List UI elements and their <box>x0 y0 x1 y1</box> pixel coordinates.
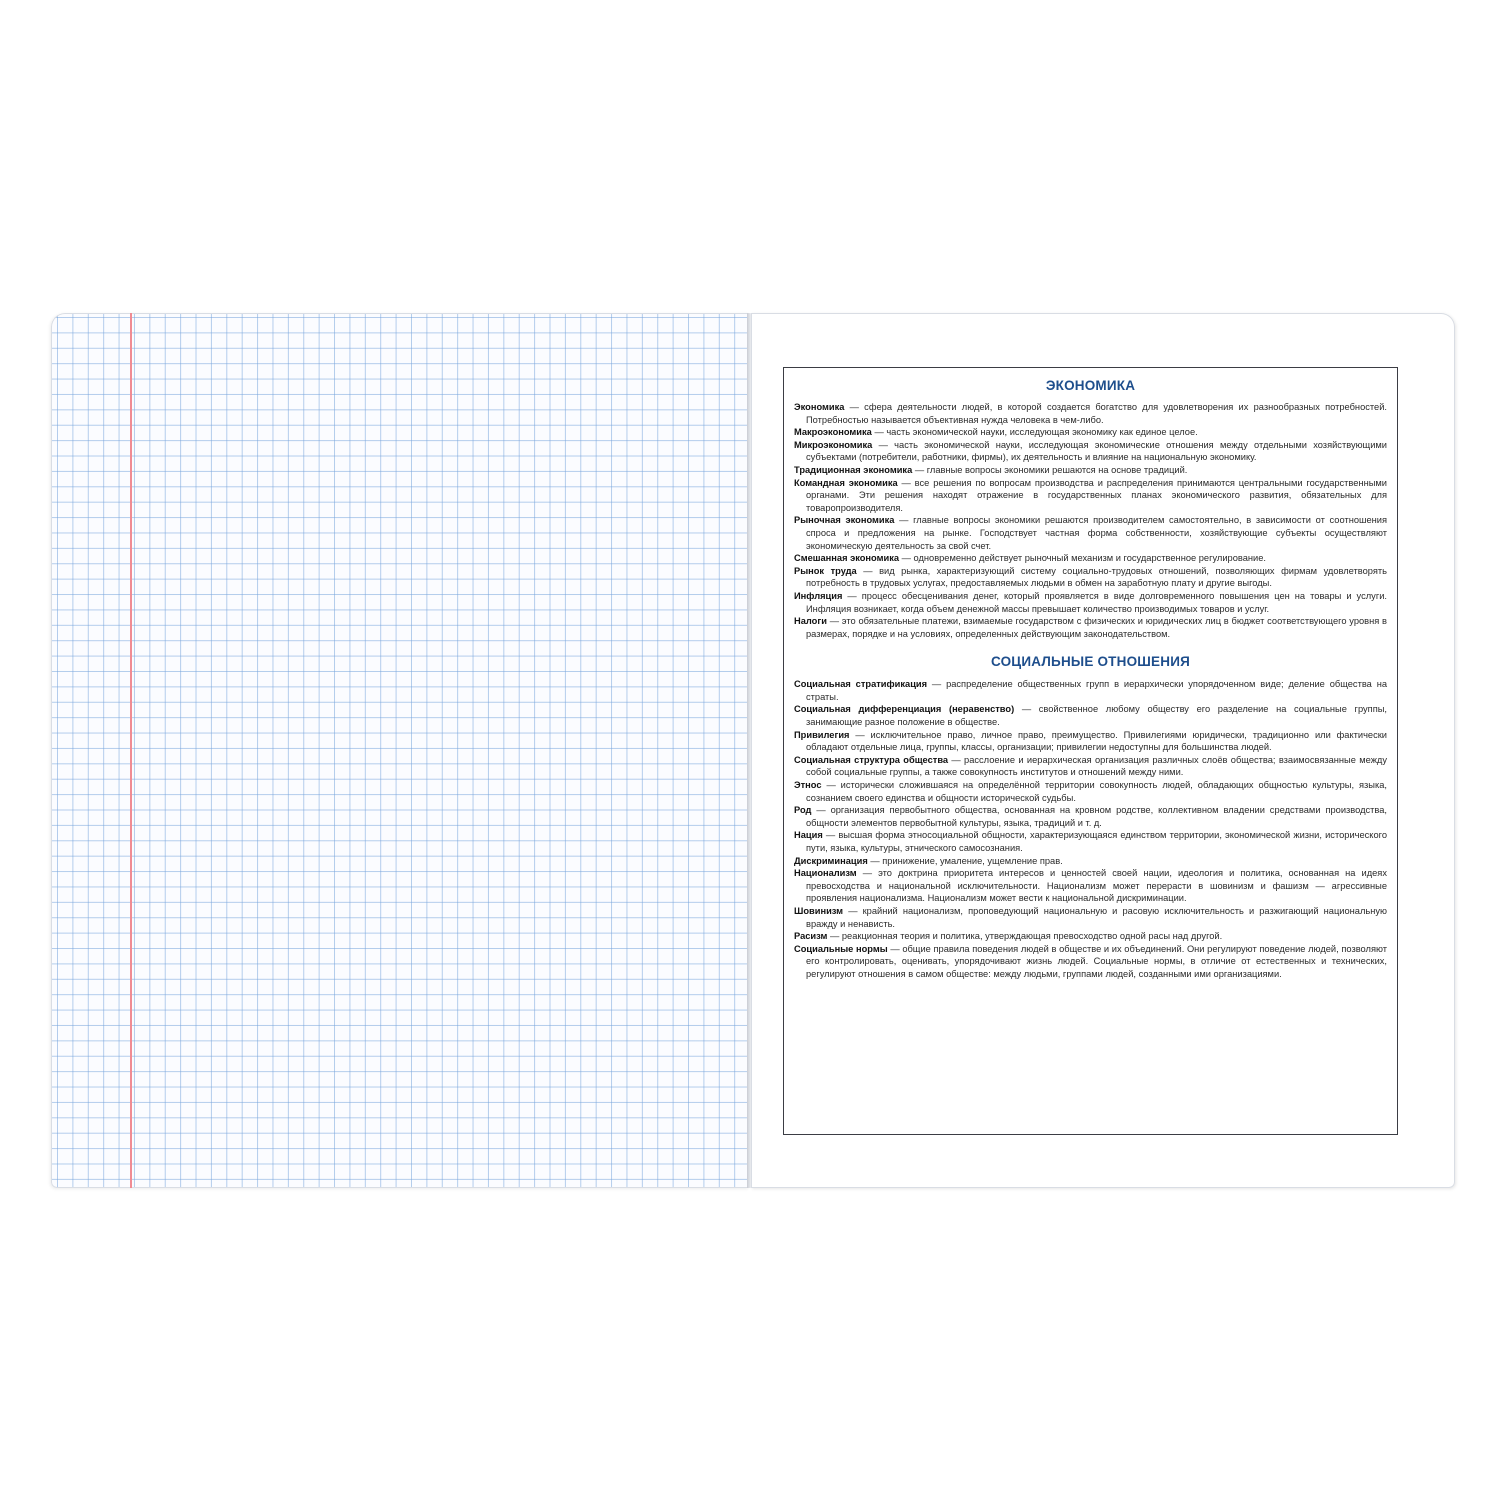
definition-entry <box>794 477 1387 515</box>
definition-text: — реакционная теория и политика, утверждающая превосходство одной расы над другой. <box>827 931 1223 942</box>
definition-text: — принижение, умаление, ущемление прав. <box>867 855 1063 866</box>
definition-term: Шовинизм <box>794 905 844 916</box>
definition-text: — часть экономической науки, исследующая экономику как единое целое. <box>871 427 1198 438</box>
definition-entry <box>794 905 1387 930</box>
definition-term: Макроэкономика <box>794 427 872 438</box>
definition-entry <box>794 514 1387 552</box>
definition-text: — главные вопросы экономики решаются на основе традиций. <box>912 464 1188 475</box>
definition-term: Национализм <box>794 868 857 879</box>
definition-term: Микроэкономика <box>794 439 873 450</box>
definition-text: — все решения по вопросам производства и распределения принимаются центральными государственными органами. Эти решения находят отражение в государственных планах экономического развития, обязательных для товаропроизводителя. <box>806 477 1387 513</box>
definition-term: Налоги <box>794 616 827 627</box>
definition-text: — свойственное любому обществу его разделение на социальные группы, занимающие разное положение в обществе. <box>806 704 1387 728</box>
definition-entry <box>794 829 1387 854</box>
definition-text: — главные вопросы экономики решаются производителем самостоятельно, в зависимости от соотношения спроса и предложения на рынке. Господствует частная форма собственности, хозяйствующие субъекты осуществляют экономическую деятельность за свой счет. <box>806 515 1387 551</box>
definition-entry <box>794 779 1387 804</box>
definition-entry <box>794 565 1387 590</box>
reference-page <box>751 313 1455 1188</box>
definition-term: Рыночная экономика <box>794 515 895 526</box>
definition-term: Смешанная экономика <box>794 553 900 564</box>
definition-text: — процесс обесценивания денег, который проявляется в виде долговременного повышения цен на товары и услуги. Инфляция возникает, когда объем денежной массы превышает количество производимых товаров и услуг. <box>806 590 1387 614</box>
definition-entry <box>794 590 1387 615</box>
definition-entry <box>794 464 1387 477</box>
definition-text: — одновременно действует рыночный механизм и государственное регулирование. <box>899 553 1266 564</box>
definition-entry <box>794 678 1387 703</box>
definition-entry <box>794 855 1387 868</box>
definition-text: — это доктрина приоритета интересов и ценностей своей нации, идеология и политика, основанная на идеях превосходства и национальной исключительности. Национализм может перерасти в шовинизм и фашизм — агрессивные проявления национализма. Национализм может вести к национальной дискриминации. <box>806 868 1387 904</box>
economy-entries <box>794 401 1387 640</box>
definition-text: — это обязательные платежи, взимаемые государством с физических и юридических лиц в бюджет соответствующего уровня в размерах, порядке и на условиях, определенных действующим законодательством. <box>806 616 1387 639</box>
definition-text: — организация первобытного общества, основанная на кровном родстве, коллективном владении средствами производства, общности элементов первобытной культуры, языка, традиций и т. д. <box>806 805 1387 828</box>
definition-term: Социальная структура общества <box>794 754 949 765</box>
grid-page <box>51 313 749 1188</box>
open-notebook <box>51 313 1455 1188</box>
margin-line <box>130 313 132 1188</box>
definition-term: Расизм <box>794 931 828 942</box>
definition-entry <box>794 754 1387 779</box>
definition-term: Командная экономика <box>794 477 898 488</box>
definition-text: — крайний национализм, проповедующий национальную и расовую исключительность и разжигающий национальную вражду и ненависть. <box>806 905 1387 929</box>
definition-text: — расслоение и иерархическая организация различных слоёв общества; взаимосвязанные между собой социальные группы, а также совокупность институтов и отношений между ними. <box>806 754 1387 778</box>
definition-term: Рынок труда <box>794 565 857 576</box>
section-title-economy: ЭКОНОМИКА <box>1045 378 1136 393</box>
definition-term: Инфляция <box>794 590 843 601</box>
section-title-society: СОЦИАЛЬНЫЕ ОТНОШЕНИЯ <box>990 654 1190 670</box>
definition-text: — исключительное право, личное право, преимущество. Привилегиями юридически, традиционно или фактически обладают отдельные лица, группы, классы, организации; привилегии недоступны для большинства людей. <box>806 729 1387 753</box>
definition-term: Социальная дифференциация (неравенство) <box>794 704 1015 715</box>
definition-term: Нация <box>794 830 823 841</box>
definition-term: Род <box>794 805 812 816</box>
definition-entry <box>794 703 1387 728</box>
definition-entry <box>794 943 1387 981</box>
definition-text: — исторически сложившаяся на определённой территории совокупность людей, обладающих общностью культуры, языка, сознанием своего единства и общности исторической судьбы. <box>806 780 1387 803</box>
definition-text: — общие правила поведения людей в обществе и их объединений. Они регулируют поведение людей, позволяют его контролировать, оценивать, упорядочивают жизнь людей. Социальные нормы, в отличие от естественных и технических, регулируют отношения в самом обществе: между людьми, группами людей, созданными ими организациями. <box>806 943 1388 979</box>
definition-entry <box>794 426 1387 439</box>
definition-entry <box>794 401 1387 426</box>
definition-entry <box>794 867 1387 905</box>
definition-term: Дискриминация <box>794 855 868 866</box>
definition-term: Этнос <box>794 780 822 791</box>
definition-text: — высшая форма этносоциальной общности, характеризующаяся единством территории, экономической жизни, исторического пути, языка, культуры, этнического самосознания. <box>806 830 1387 853</box>
definition-text: — вид рынка, характеризующий систему социально-трудовых отношений, позволяющих фирмам удовлетворять потребность в трудовых услугах, предоставляемых людьми в обмен на заработную плату и другие выгоды. <box>806 565 1387 589</box>
definition-entry <box>794 930 1387 943</box>
definition-text: — часть экономической науки, исследующая экономические отношения между отдельными хозяйствующими субъектами (потребители, работники, фирмы), их деятельность и влияние на национальную экономику. <box>806 439 1387 463</box>
definition-term: Экономика <box>794 402 845 412</box>
definition-term: Социальные нормы <box>794 943 888 954</box>
definition-entry <box>794 552 1387 565</box>
society-entries <box>794 678 1387 980</box>
definition-entry <box>794 615 1387 640</box>
reference-box <box>783 367 1398 1135</box>
definition-entry <box>794 439 1387 464</box>
definition-text: — сфера деятельности людей, в которой создается богатство для удовлетворения их разнообразных потребностей. Потребностью называется объективная нужда человека в чем-либо. <box>806 402 1387 425</box>
definition-entry <box>794 729 1387 754</box>
definition-term: Социальная стратификация <box>794 679 928 690</box>
definition-term: Привилегия <box>794 729 850 740</box>
definition-term: Традиционная экономика <box>794 464 913 475</box>
definition-entry <box>794 804 1387 829</box>
definition-text: — распределение общественных групп в иерархически упорядоченном виде; деление общества на страты. <box>806 679 1387 702</box>
